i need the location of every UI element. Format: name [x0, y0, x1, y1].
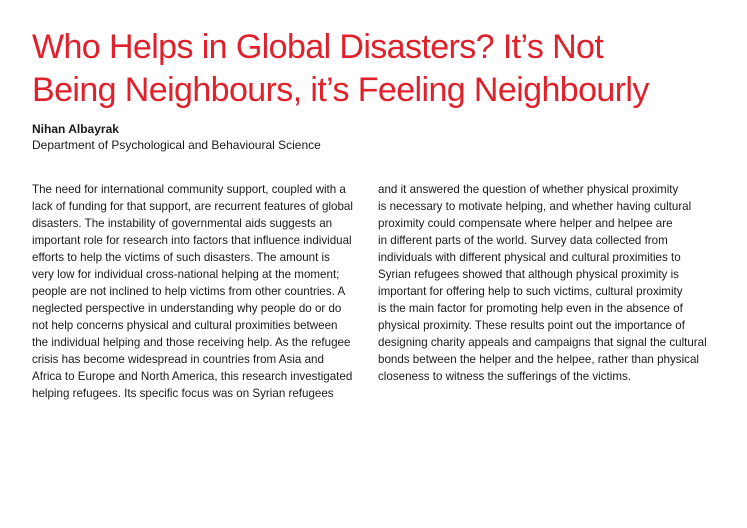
text-line: and it answered the question of whether physical proximity — [378, 183, 679, 196]
author-department: Department of Psychological and Behavioural Science — [32, 138, 321, 152]
text-line: lack of funding for that support, are recurrent features of global — [32, 200, 353, 213]
text-line: people are not inclined to help victims from other countries. A — [32, 285, 346, 298]
text-line: the individual helping and those receiving help. As the refugee — [32, 336, 351, 349]
text-line: designing charity appeals and campaigns that signal the cultural — [378, 336, 707, 349]
text-line: closeness to witness the sufferings of the victims. — [378, 370, 632, 383]
text-line: important role for research into factors that influence individual — [32, 234, 352, 247]
text-line: The need for international community support, coupled with a — [32, 183, 346, 196]
text-line: physical proximity. These results point out the importance of — [378, 319, 685, 332]
article — [32, 26, 722, 400]
title-line-1: Who Helps in Global Disasters? It’s Not — [32, 28, 604, 66]
right-column — [378, 181, 722, 385]
text-line: is necessary to motivate helping, and whether having cultural — [378, 200, 692, 213]
text-line: not help concerns physical and cultural proximities between — [32, 319, 338, 332]
text-line: neglected perspective in understanding why people do or do — [32, 302, 342, 315]
text-line: Africa to Europe and North America, this research investigated — [32, 370, 353, 383]
left-column — [32, 181, 362, 402]
title-line-2: Being Neighbours, it’s Feeling Neighbourly — [32, 71, 649, 109]
text-line: individuals with different physical and cultural proximities to — [378, 251, 681, 264]
text-line: crisis has become widespread in countries from Asia and — [32, 353, 324, 366]
text-line: helping refugees. Its specific focus was on Syrian refugees — [32, 387, 334, 400]
author-name: Nihan Albayrak — [32, 122, 119, 136]
text-line: is the main factor for promoting help even in the absence of — [378, 302, 683, 315]
text-line: very low for individual cross-national helping at the moment; — [32, 268, 340, 281]
text-line: efforts to help the victims of such disasters. The amount is — [32, 251, 330, 264]
text-line: Syrian refugees showed that although physical proximity is — [378, 268, 679, 281]
text-line: disasters. The instability of governmental aids suggests an — [32, 217, 333, 230]
text-line: in different parts of the world. Survey data collected from — [378, 234, 668, 247]
text-line: proximity could compensate where helper and helpee are — [378, 217, 673, 230]
text-line: important for offering help to such victims, cultural proximity — [378, 285, 683, 298]
text-line: bonds between the helper and the helpee, rather than physical — [378, 353, 699, 366]
article-title — [32, 26, 722, 112]
